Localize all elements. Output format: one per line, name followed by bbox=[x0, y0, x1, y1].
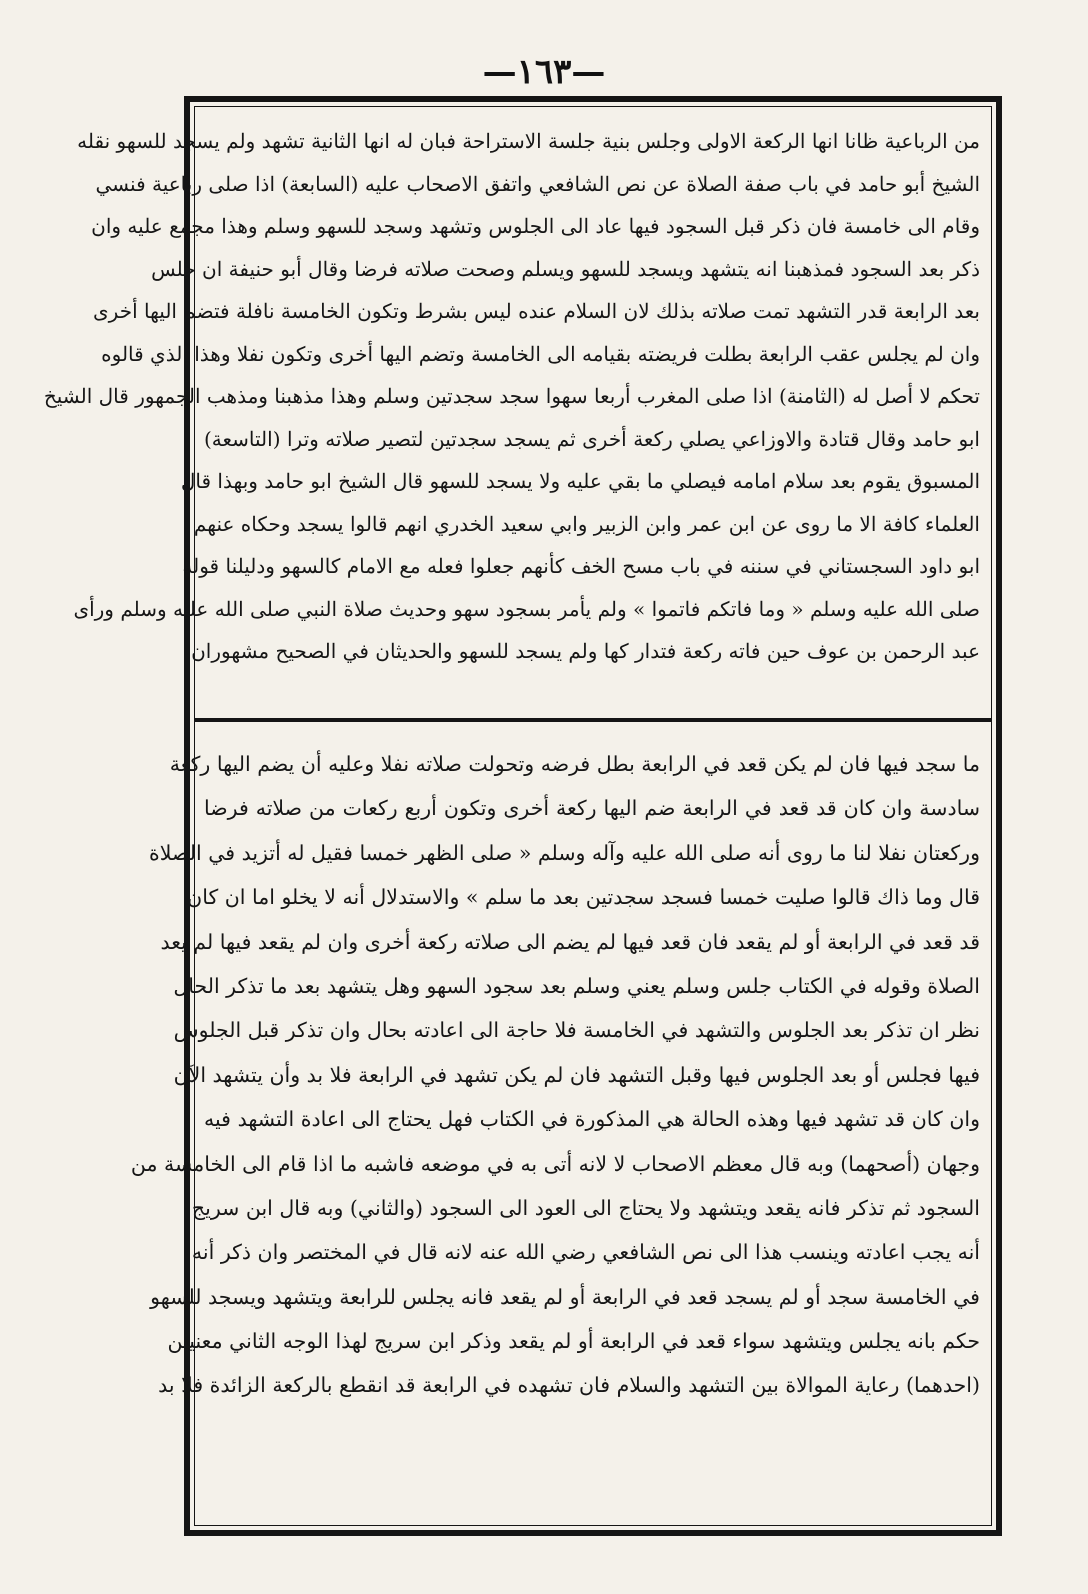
text-line: (احدهما) رعاية الموالاة بين التشهد والسلام فان تشهده في الرابعة قد انقطع بالركعة الزائدة فلا بد bbox=[158, 1373, 980, 1398]
text-line: وقام الى خامسة فان ذكر قبل السجود فيها عاد الى الجلوس وتشهد وسجد للسهو وسلم وهذا مجمع عليه وان bbox=[91, 214, 980, 238]
text-line: ما سجد فيها فان لم يكن قعد في الرابعة بطل فرضه وتحولت صلاته نفلا وعليه أن يضم اليها ركعة bbox=[169, 752, 980, 776]
section-divider bbox=[194, 718, 992, 722]
text-line: السجود ثم تذكر فانه يقعد ويتشهد ولا يحتاج الى العود الى السجود (والثاني) وبه قال ابن سريج bbox=[191, 1195, 980, 1220]
text-line: ابو داود السجستاني في سننه في باب مسح الخف كأنهم جعلوا فعله مع الامام كالسهو ودليلنا قوله bbox=[182, 554, 980, 578]
text-line: بعد الرابعة قدر التشهد تمت صلاته بذلك لان السلام عنده ليس بشرط وتكون الخامسة نافلة فتضم اليها أخرى bbox=[93, 299, 980, 323]
text-line: وان كان قد تشهد فيها وهذه الحالة هي المذكورة في الكتاب فهل يحتاج الى اعادة التشهد فيه bbox=[204, 1107, 980, 1132]
text-line: عبد الرحمن بن عوف حين فاته ركعة فتدار كها ولم يسجد للسهو والحديثان في الصحيح مشهوران bbox=[191, 639, 980, 663]
text-line: في الخامسة سجد أو لم يسجد قعد في الرابعة أو لم يقعد فانه يجلس للرابعة ويتشهد ويسجد للسهو bbox=[150, 1284, 980, 1309]
text-line: ابو حامد وقال قتادة والاوزاعي يصلي ركعة أخرى ثم يسجد سجدتين لتصير صلاته وترا (التاسعة) bbox=[204, 426, 980, 451]
text-line: قال وما ذاك قالوا صليت خمسا فسجد سجدتين بعد ما سلم » والاستدلال أنه لا يخلو اما ان كان bbox=[187, 885, 980, 910]
text-line: أنه يجب اعادته وينسب هذا الى نص الشافعي رضي الله عنه لانه قال في المختصر وان ذكر أنه bbox=[191, 1240, 980, 1265]
page-frame bbox=[43, 96, 1002, 1536]
text-line: من الرباعية ظانا انها الركعة الاولى وجلس بنية جلسة الاستراحة فبان له انها الثانية تشهد ولم يسجد للسهو نقله bbox=[77, 129, 980, 153]
text-line: صلى الله عليه وسلم « وما فاتكم فاتموا » ولم يأمر بسجود سهو وحديث صلاة النبي صلى الله عليه وسلم ورأى bbox=[73, 596, 980, 621]
upper-text-block bbox=[43, 120, 980, 673]
text-line: ذكر بعد السجود فمذهبنا انه يتشهد ويسجد للسهو ويسلم وصحت صلاته فرضا وقال أبو حنيفة ان جلس bbox=[151, 256, 980, 281]
text-line: وان لم يجلس عقب الرابعة بطلت فريضته بقيامه الى الخامسة وتضم اليها أخرى وتكون نفلا وهذا الذي قالوه bbox=[101, 341, 980, 366]
text-line: نظر ان تذكر بعد الجلوس والتشهد في الخامسة فلا حاجة الى اعادته بحال وان تذكر قبل الجلوس bbox=[173, 1018, 980, 1043]
text-line: وركعتان نفلا لنا ما روى أنه صلى الله عليه وآله وسلم « صلى الظهر خمسا فقيل له أتزيد في الصلاة bbox=[148, 840, 980, 865]
text-line: قد قعد في الرابعة أو لم يقعد فان قعد فيها لم يضم الى صلاته ركعة أخرى وان لم يقعد فيها لم يعد bbox=[160, 929, 980, 954]
text-line: المسبوق يقوم بعد سلام امامه فيصلي ما بقي عليه ولا يسجد للسهو قال الشيخ ابو حامد وبهذا قال bbox=[180, 469, 980, 493]
text-line: العلماء كافة الا ما روى عن ابن عمر وابن الزبير وابي سعيد الخدري انهم قالوا يسجد وحكاه عنهم bbox=[193, 511, 980, 536]
text-line: تحكم لا أصل له (الثامنة) اذا صلى المغرب أربعا سهوا سجد سجدتين وسلم وهذا مذهبنا ومذهب الجمهور قال الشيخ bbox=[43, 384, 980, 408]
text-line: فيها فجلس أو بعد الجلوس فيها وقبل التشهد فان لم يكن تشهد في الرابعة فلا بد وأن يتشهد الآن bbox=[173, 1062, 980, 1087]
text-line: الصلاة وقوله في الكتاب جلس وسلم يعني وسلم بعد سجود السهو وهل يتشهد بعد ما تذكر الحال bbox=[173, 973, 980, 998]
text-line: وجهان (أصحهما) وبه قال معظم الاصحاب لا لانه أتى به في موضعه فاشبه ما اذا قام الى الخامسة من bbox=[130, 1151, 980, 1176]
text-line: سادسة وان كان قد قعد في الرابعة ضم اليها ركعة أخرى وتكون أربع ركعات من صلاته فرضا bbox=[204, 796, 980, 821]
text-line: الشيخ أبو حامد في باب صفة الصلاة عن نص الشافعي واتفق الاصحاب عليه (السابعة) اذا صلى رباعية فنسي bbox=[95, 171, 980, 196]
page-number: —١٦٣— bbox=[482, 52, 606, 92]
text-line: حكم بانه يجلس ويتشهد سواء قعد في الرابعة أو لم يقعد وذكر ابن سريج لهذا الوجه الثاني معنيين bbox=[167, 1329, 980, 1354]
lower-text-block bbox=[130, 742, 980, 1408]
